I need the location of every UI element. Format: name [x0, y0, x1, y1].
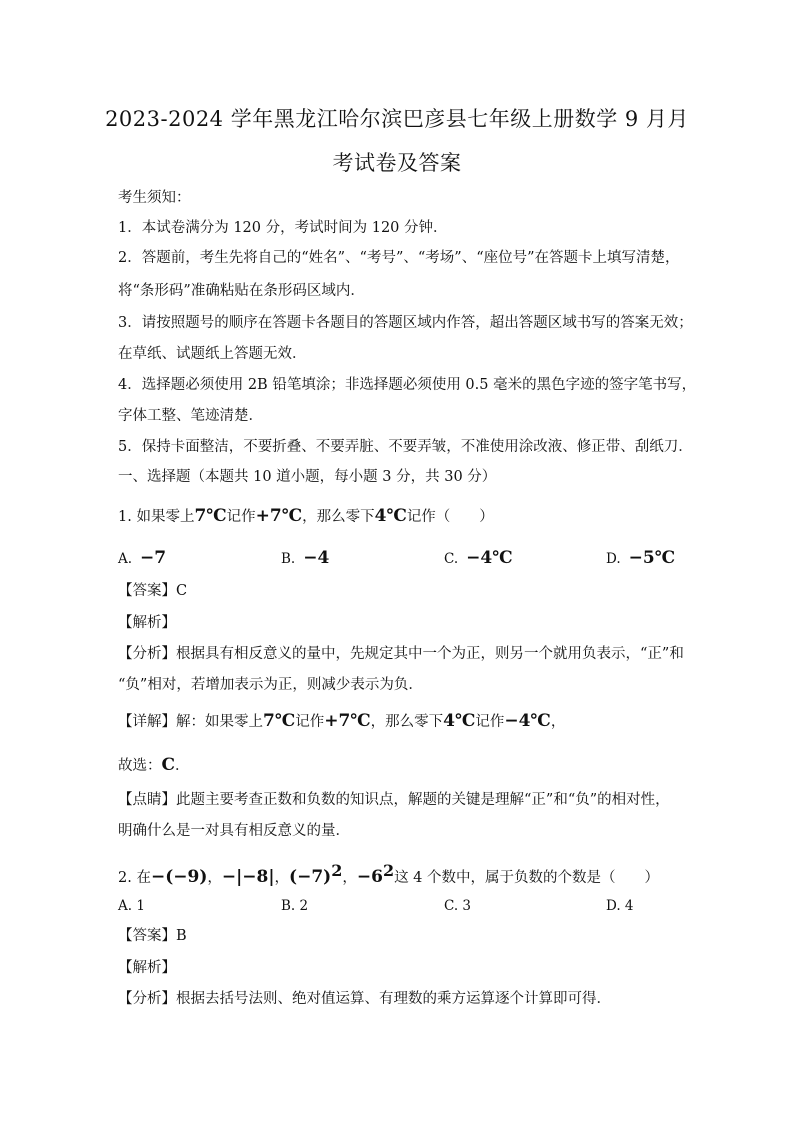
notice-item-4b: 字体工整、笔迹清楚． [118, 408, 263, 424]
q2-math-3-exponent: 2 [331, 861, 343, 880]
q1-math-2: +7℃ [255, 506, 303, 526]
section-heading: 一、选择题（本题共 10 道小题，每小题 3 分，共 30 分） [118, 469, 497, 485]
q1-analysis-heading: 【解析】 [118, 615, 176, 631]
q1-detail-text-4: ， [550, 714, 566, 730]
q1-option-b-value: −4 [303, 548, 330, 568]
q2-option-b: B. 2 [281, 898, 309, 914]
q2-math-1: −(−9) [150, 866, 208, 887]
q2-sep-2: ， [274, 869, 290, 886]
notice-item-1: 1．本试卷满分为 120 分，考试时间为 120 分钟． [118, 220, 448, 236]
q2-answer: 【答案】B [118, 928, 187, 944]
q1-detail-math-2: +7℃ [324, 711, 371, 731]
notice-item-2a: 2．答题前，考生先将自己的“姓名”、“考号”、“考场”、“座位号”在答题卡上填写清楚， [118, 250, 680, 266]
q1-detail-text-3: 记作 [475, 714, 505, 730]
q1-detail-math-4: −4℃ [504, 711, 551, 731]
q1-choose [118, 755, 688, 776]
q1-option-b-label: B. [281, 551, 296, 567]
q2-math-2: −|−8| [221, 866, 275, 887]
q1-detail-text-2: ，那么零下 [370, 714, 444, 730]
q2-math-4-exponent: 2 [382, 861, 395, 880]
q1-option-c-value: −4℃ [466, 548, 513, 568]
q1-option-a-label: A. [118, 551, 133, 567]
q1-option-c [444, 548, 513, 569]
doc-title-line1: 2023-2024 学年黑龙江哈尔滨巴彦县七年级上册数学 9 月月 [105, 107, 689, 131]
q1-fenxi-b: “负”相对，若增加表示为正，则减少表示为负． [118, 677, 423, 693]
notice-item-2b: 将“条形码”准确粘贴在条形码区域内． [118, 283, 365, 299]
q2-prefix: 2. 在 [118, 869, 151, 886]
q1-fenxi-a: 【分析】根据具有相反意义的量中，先规定其中一个为正，则另一个就用负表示，“正”和 [118, 646, 684, 662]
q1-text-2: ，那么零下 [302, 509, 375, 525]
q2-option-c: C. 3 [444, 898, 472, 914]
q1-choose-value: C [161, 755, 176, 775]
notice-item-3b: 在草纸、试题纸上答题无效． [118, 346, 307, 362]
q1-detail-math-3: 4℃ [443, 711, 476, 731]
notice-item-5: 5．保持卡面整洁，不要折叠、不要弄脏、不要弄皱，不准使用涂改液、修正带、刮纸刀． [118, 439, 693, 455]
q2-suffix: 这 4 个数中，属于负数的个数是（ ） [394, 869, 660, 886]
q1-option-d-value: −5℃ [628, 548, 676, 568]
q2-option-d: D. 4 [606, 898, 634, 914]
q1-text-1: 记作 [226, 509, 256, 525]
q2-sep-1: ， [207, 869, 222, 886]
q1-option-b [281, 548, 329, 569]
question-1-stem [118, 506, 688, 527]
notice-item-3a: 3．请按照题号的顺序在答题卡各题目的答题区域内作答，超出答题区域书写的答案无效； [118, 315, 693, 331]
q2-sep-3: ， [342, 869, 357, 886]
q1-math-3: 4℃ [374, 506, 407, 526]
q1-option-c-label: C. [444, 551, 459, 567]
q2-option-a: A. 1 [118, 898, 145, 914]
q1-choose-prefix: 故选： [118, 758, 162, 774]
q2-math-3: (−7) [289, 866, 332, 887]
notice-heading: 考生须知： [118, 190, 191, 206]
q1-detail-math-1: 7℃ [263, 711, 296, 731]
q2-math-4: −6 [356, 866, 383, 887]
question-2-stem [118, 861, 688, 888]
q1-dianjing-b: 明确什么是一对具有相反意义的量． [118, 823, 350, 839]
q2-analysis-heading: 【解析】 [118, 960, 176, 976]
q1-option-a [118, 548, 166, 569]
notice-item-4a: 4．选择题必须使用 2B 铅笔填涂；非选择题必须使用 0.5 毫米的黑色字迹的签字笔书写， [118, 377, 697, 393]
q1-text-3: 记作（ ） [406, 509, 494, 525]
q1-detail-text-1: 记作 [295, 714, 325, 730]
q1-math-1: 7℃ [194, 506, 227, 526]
q1-choose-suffix: ． [175, 758, 190, 774]
q1-prefix: 1. 如果零上 [118, 509, 195, 525]
q1-detail-prefix: 【详解】解：如果零上 [118, 714, 263, 730]
q2-fenxi: 【分析】根据去括号法则、绝对值运算、有理数的乘方运算逐个计算即可得． [118, 991, 611, 1007]
q1-detail [118, 711, 688, 732]
q1-dianjing-a: 【点睛】此题主要考查正数和负数的知识点，解题的关键是理解“正”和“负”的相对性， [118, 792, 670, 808]
doc-title-line2: 考试卷及答案 [332, 151, 462, 175]
q1-option-d-label: D. [606, 551, 621, 567]
q1-option-a-value: −7 [140, 548, 167, 568]
q1-option-d [606, 548, 675, 569]
q1-answer: 【答案】C [118, 583, 188, 599]
